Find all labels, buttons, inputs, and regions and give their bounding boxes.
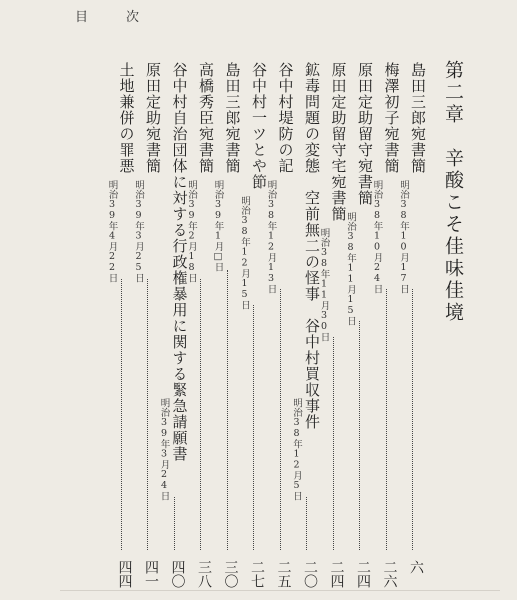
entry-date: 明治39年3月25日 — [133, 180, 144, 283]
entry-page-number: 四〇 — [169, 560, 186, 588]
leader-dots — [359, 321, 368, 551]
entry-page-number: 三〇 — [222, 560, 239, 588]
entry-title: 谷中村一ツとや節 — [250, 62, 268, 190]
entry-date: 明治38年11月15日 — [345, 212, 356, 326]
entry-page-number: 二五 — [275, 560, 292, 588]
entry-date: 明治38年12月13日 — [265, 180, 277, 294]
entry-date: 明治39年4月22日 — [106, 180, 118, 283]
entry-page-number: 二七 — [249, 560, 265, 588]
entry-title: 原田定助留守宛書簡 — [356, 62, 374, 206]
entry-date: 明治38年12月15日 — [239, 196, 250, 310]
entry-date: 明治39年3月24日 — [158, 398, 170, 501]
entry-page-number: 三八 — [196, 560, 212, 588]
leader-dots — [200, 279, 209, 550]
entry-date: 明治38年10月24日 — [371, 180, 383, 294]
divider — [60, 590, 500, 591]
entry-page-number: 二六 — [381, 560, 398, 588]
entry-title: 高橋秀臣宛書簡 — [197, 62, 215, 174]
entry-page-number: 二〇 — [302, 560, 318, 588]
leader-dots — [253, 305, 262, 551]
entry-date: 明治38年12月5日 — [291, 398, 302, 501]
entry-date: 明治39年1月□日 — [212, 180, 224, 272]
leader-dots — [121, 279, 130, 550]
entry-title: 梅澤初子宛書簡 — [382, 62, 401, 174]
leader-dots — [174, 497, 183, 550]
leader-dots — [306, 497, 315, 550]
entry-title: 谷中村堤防の記 — [276, 62, 295, 174]
entry-title: 鉱毒問題の変態 空前無二の怪事 谷中村買収事件 — [303, 62, 321, 430]
entry-page-number: 二四 — [328, 560, 345, 588]
entry-title: 原田定助留守宅宛書簡 — [329, 62, 348, 222]
chapter-heading: 第二章 辛酸こそ佳味佳境 — [442, 60, 464, 324]
entry-page-number: 二四 — [355, 560, 371, 588]
leader-dots — [227, 270, 236, 551]
entry-title: 原田定助宛書簡 — [144, 62, 162, 174]
entry-title: 島田三郎宛書簡 — [223, 62, 242, 174]
entry-title: 土地兼併の罪悪 — [117, 62, 136, 174]
leader-dots — [147, 279, 156, 550]
leader-dots — [386, 289, 395, 551]
entry-title: 谷中村自治団体に対する行政権暴用に関する緊急請願書 — [170, 62, 189, 462]
leader-dots — [280, 289, 289, 551]
entry-page-number: 四一 — [143, 560, 159, 588]
entry-title: 島田三郎宛書簡 — [409, 62, 427, 174]
entry-page-number: 四四 — [116, 560, 133, 588]
entry-date: 明治39年2月18日 — [186, 180, 197, 283]
leader-dots — [333, 337, 342, 551]
page-header: 目次 — [75, 10, 178, 25]
leader-dots — [412, 289, 421, 551]
entry-date: 明治38年11月30日 — [318, 228, 330, 342]
entry-date: 明治38年10月17日 — [398, 180, 409, 294]
entry-page-number: 六 — [408, 560, 424, 574]
